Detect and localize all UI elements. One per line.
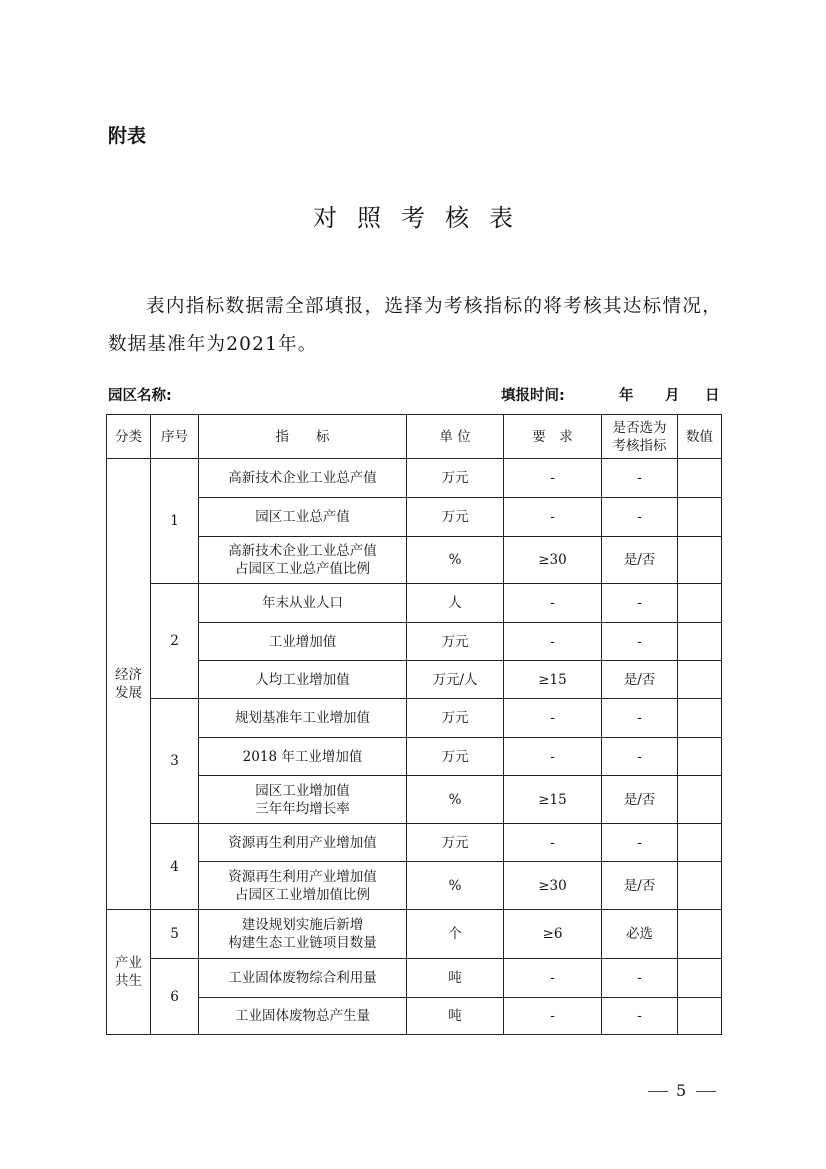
selected-cell: - [602, 738, 678, 776]
unit-cell: 万元 [407, 623, 504, 661]
value-cell[interactable] [678, 498, 722, 537]
requirement-cell: ≥30 [504, 537, 602, 584]
requirement-cell: ≥15 [504, 776, 602, 824]
indicator-cell [199, 959, 407, 998]
indicator-line2: 三年年均增长率 [255, 800, 350, 817]
value-cell[interactable] [678, 998, 722, 1035]
group-number-cell: 4 [151, 824, 199, 910]
value-cell[interactable] [678, 910, 722, 959]
indicator-line1: 园区工业增加值 [255, 782, 350, 799]
header-value: 数值 [678, 415, 722, 459]
month-label: 月 [665, 388, 680, 404]
selected-cell: - [602, 824, 678, 862]
intro-paragraph: 表内指标数据需全部填报，选择为考核指标的将考核其达标情况，数据基准年为2021年。 [108, 296, 722, 355]
value-cell[interactable] [678, 537, 722, 584]
selected-cell: - [602, 498, 678, 537]
requirement-cell: - [504, 824, 602, 862]
unit-cell: % [407, 862, 504, 910]
table-row [107, 661, 722, 699]
group-number-cell: 2 [151, 584, 199, 699]
year-label: 年 [619, 388, 634, 404]
indicator-line1: 资源再生利用产业增加值 [228, 834, 377, 851]
unit-cell: 万元 [407, 498, 504, 537]
unit-cell: 万元 [407, 824, 504, 862]
table-row [107, 584, 722, 623]
indicator-cell [199, 537, 407, 584]
indicator-line1: 2018 年工业增加值 [242, 748, 363, 765]
header-selected-line1: 是否选为 [612, 419, 667, 436]
category-line2: 共生 [115, 973, 142, 989]
requirement-cell: - [504, 738, 602, 776]
indicator-line1: 人均工业增加值 [255, 671, 350, 688]
indicator-cell [199, 459, 407, 498]
unit-cell: 万元 [407, 699, 504, 738]
header-number: 序号 [151, 415, 199, 459]
indicator-line1: 高新技术企业工业总产值 [228, 543, 377, 559]
category-line1: 经济 [115, 667, 142, 683]
indicator-line1: 资源再生利用产业增加值 [228, 868, 377, 885]
selected-cell: - [602, 584, 678, 623]
selected-cell: 是/否 [602, 776, 678, 824]
header-indicator: 指 标 [199, 415, 407, 459]
indicator-cell [199, 910, 407, 959]
requirement-cell: - [504, 584, 602, 623]
indicator-cell [199, 498, 407, 537]
table-row [107, 699, 722, 738]
document-title: 对照考核表 [313, 204, 533, 232]
selected-cell: 必选 [602, 910, 678, 959]
fill-time [501, 384, 721, 405]
group-number-cell: 3 [151, 699, 199, 824]
requirement-cell: - [504, 998, 602, 1035]
unit-cell: 个 [407, 910, 504, 959]
fill-time-label: 填报时间: [501, 388, 565, 404]
requirement-cell: - [504, 498, 602, 537]
unit-cell: % [407, 537, 504, 584]
appendix-label: 附表 [108, 125, 147, 147]
indicator-cell [199, 584, 407, 623]
indicator-line1: 年末从业人口 [262, 595, 343, 611]
value-cell[interactable] [678, 959, 722, 998]
indicator-cell [199, 661, 407, 699]
header-unit: 单 位 [407, 415, 504, 459]
indicator-line1: 工业增加值 [268, 633, 337, 650]
table-row [107, 998, 722, 1035]
requirement-cell: - [504, 959, 602, 998]
park-name-label: 园区名称: [108, 388, 172, 404]
value-cell[interactable] [678, 623, 722, 661]
selected-cell: - [602, 959, 678, 998]
dash-right [696, 1091, 716, 1092]
indicator-cell [199, 998, 407, 1035]
indicator-cell [199, 738, 407, 776]
table-row [107, 959, 722, 998]
selected-cell: - [602, 699, 678, 738]
value-cell[interactable] [678, 862, 722, 910]
table-row [107, 824, 722, 862]
requirement-cell: - [504, 623, 602, 661]
table-row [107, 459, 722, 498]
indicator-line1: 工业固体废物总产生量 [235, 1008, 370, 1024]
value-cell[interactable] [678, 699, 722, 738]
assessment-table [106, 414, 722, 1035]
indicator-cell [199, 824, 407, 862]
selected-cell: - [602, 459, 678, 498]
group-number-cell: 5 [151, 910, 199, 959]
value-cell[interactable] [678, 776, 722, 824]
unit-cell: 万元 [407, 459, 504, 498]
unit-cell: 人 [407, 584, 504, 623]
requirement-cell: - [504, 699, 602, 738]
indicator-cell [199, 776, 407, 824]
indicator-line1: 园区工业总产值 [255, 509, 350, 525]
value-cell[interactable] [678, 824, 722, 862]
requirement-cell: ≥6 [504, 910, 602, 959]
selected-cell: - [602, 998, 678, 1035]
table-row [107, 738, 722, 776]
requirement-cell: ≥15 [504, 661, 602, 699]
indicator-cell [199, 862, 407, 910]
day-label: 日 [705, 388, 720, 404]
requirement-cell: ≥30 [504, 862, 602, 910]
unit-cell: % [407, 776, 504, 824]
header-category: 分类 [107, 415, 151, 459]
page-number-value: 5 [676, 1081, 689, 1100]
selected-cell: 是/否 [602, 862, 678, 910]
category-cell [107, 459, 151, 910]
indicator-line2: 占园区工业总产值比例 [235, 561, 370, 577]
table-row [107, 910, 722, 959]
unit-cell: 万元 [407, 738, 504, 776]
value-cell[interactable] [678, 459, 722, 498]
selected-cell: - [602, 623, 678, 661]
table-row [107, 537, 722, 584]
unit-cell: 吨 [407, 998, 504, 1035]
page-number [640, 1081, 724, 1100]
category-line1: 产业 [115, 955, 142, 971]
table-header-row [107, 415, 722, 459]
table-row [107, 623, 722, 661]
header-selected [602, 415, 678, 459]
requirement-cell: - [504, 459, 602, 498]
unit-cell: 万元/人 [407, 661, 504, 699]
indicator-line1: 规划基准年工业增加值 [235, 710, 370, 726]
group-number-cell: 6 [151, 959, 199, 1035]
selected-cell: 是/否 [602, 661, 678, 699]
header-requirement: 要 求 [504, 415, 602, 459]
indicator-line2: 占园区工业增加值比例 [235, 886, 370, 903]
indicator-cell [199, 699, 407, 738]
indicator-line2: 构建生态工业链项目数量 [228, 935, 377, 951]
header-selected-line2: 考核指标 [612, 437, 667, 454]
group-number-cell: 1 [151, 459, 199, 584]
category-line2: 发展 [115, 685, 142, 701]
category-cell [107, 910, 151, 1035]
indicator-line1: 高新技术企业工业总产值 [228, 470, 377, 486]
table-row [107, 498, 722, 537]
value-cell[interactable] [678, 584, 722, 623]
value-cell[interactable] [678, 661, 722, 699]
indicator-line1: 建设规划实施后新增 [241, 917, 364, 933]
dash-left [648, 1091, 668, 1092]
indicator-cell [199, 623, 407, 661]
selected-cell: 是/否 [602, 537, 678, 584]
table-row [107, 776, 722, 824]
value-cell[interactable] [678, 738, 722, 776]
indicator-line1: 工业固体废物综合利用量 [228, 970, 377, 986]
table-row [107, 862, 722, 910]
unit-cell: 吨 [407, 959, 504, 998]
